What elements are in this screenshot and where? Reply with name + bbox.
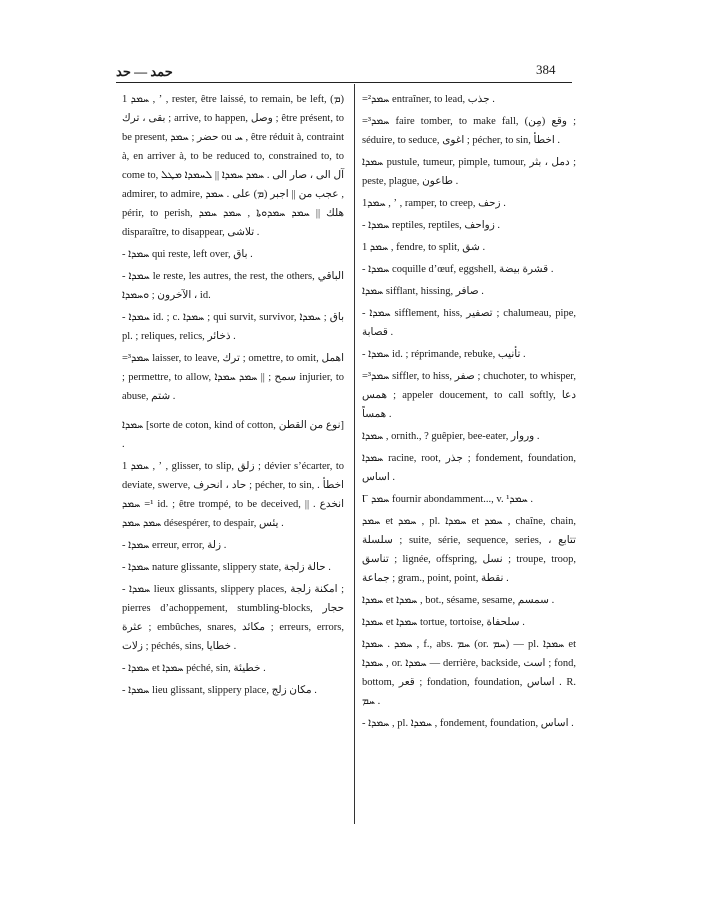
header-rule [116, 82, 572, 83]
dictionary-entry: - ܚܡܕܐ coquille d’œuf, eggshell, قشرة بيضة . [362, 264, 554, 275]
left-column [122, 90, 344, 703]
dictionary-entry: - ܚܡܕܐ reptiles, reptiles, زواحف . [362, 220, 501, 231]
dictionary-entry: - ܚܡܕܐ nature glissante, slippery state, حالة زلجة . [122, 562, 331, 573]
dictionary-entry: - ܚܡܕܐ id. ; c. ܚܡܕܐ ; qui survit, survivor, باق ; ܚܡܕܐ pl. ; reliques, relics, ذخائر . [122, 312, 345, 342]
dictionary-entry: - ܚܡܕܐ lieux glissants, slippery places, امكنة زلجة ; pierres d’achoppement, stumbling-blocks, حجار عثرة ; embûches, snares, مكائد ; erreurs, errors, زلات ; péchés, sins, خطايا . [122, 584, 344, 652]
dictionary-entry: 1 ܚܡܕ , ʼ , rester, être laissé, to remain, be left, (ܡ) بقى ، ترك ; arrive, to happen, وصل ; être présent, to be present, حضر ; ܚܡܕ ou ܚ , être réduit à, contraint à, en arriver à, to be reduced to, constrained to, to come to, آل الى ، صار الى . ܚܡܕ ܚܡܕܐ || ܠܚܡܕܐ ܡܛܠ admirer, to admire, عجب من || اجبر (ܡ) على . ܚܡܕ , périr, to perish, هلك || ܚܡܕ ܚܡܕܘܬܐ , ܚܡܕ ܚܡܕ disparaître, to disappear, تلاشى . [122, 94, 344, 238]
dictionary-entry: ܚܡܕܐ racine, root, جذر ; fondement, foundation, اساس . [362, 453, 577, 483]
right-column [362, 90, 576, 736]
dictionary-entry: 1 ܚܡܕ , fendre, to split, شق . [362, 242, 486, 253]
dictionary-entry: ܚܡܕܐ pustule, tumeur, pimple, tumour, دمل ، بثر ; peste, plague, طاعون . [362, 157, 576, 187]
dictionary-entry: ܚܡܕܐ , ornith., ? guêpier, bee-eater, وروار . [362, 431, 540, 442]
dictionary-entry: ܚܡܕܐ et ܚܡܕܐ , bot., sésame, sesame, سمسم . [362, 595, 555, 606]
dictionary-entry: - ܚܡܕܐ , pl. ܚܡܕܐ , fondement, foundation, اساس . [362, 718, 574, 729]
dictionary-entry: Ⲅ ܚܡܕ fournir abondamment..., v. ¹ܚܡܕ . [362, 494, 533, 505]
dictionary-entry: ܚܡܕܐ [sorte de coton, kind of cotton, نوع من القطن] . [122, 420, 344, 450]
dictionary-entry: ܚܡܕ . ܚܡܕܐ , f., abs. ܚܡ (or. ܚܡ) — pl. ܚܡܕܐ et ܚܡܕܐ , or. ܚܡܕܐ — derrière, backside, است ; fond, bottom, قعر ; fondation, foundation, اساس . R. ܚܡ . [362, 639, 577, 707]
dictionary-entry: - ܚܡܕܐ et ܚܡܕܐ péché, sin, خطيئة . [122, 663, 266, 674]
dictionary-entry: ܚܡܕܐ sifflant, hissing, صافر . [362, 286, 484, 297]
dictionary-entry: =³ܚܡܕ laisser, to leave, ترك ; omettre, to omit, اهمل ; permettre, to allow, سمح ; || ܚܡܕ ܚܡܕܐ injurier, to abuse, شتم . [122, 353, 344, 402]
dictionary-entry: =²ܚܡܕ entraîner, to lead, جذب . [362, 94, 495, 105]
page-number: 384 [536, 62, 556, 77]
dictionary-entry: 1ܚܡܕ , ʼ , ramper, to creep, زحف . [362, 198, 506, 209]
dictionary-entry: - ܚܡܕܐ qui reste, left over, باق . [122, 249, 253, 260]
column-divider [354, 84, 355, 824]
dictionary-entry: - ܚܡܕܐ erreur, error, زلة . [122, 540, 227, 551]
dictionary-entry: =³ܚܡܕ siffler, to hiss, صفر ; chuchoter, to whisper, همس ; appeler doucement, to call softly, دعا همساً . [362, 371, 576, 420]
dictionary-entry: =³ܚܡܕ faire tomber, to make fall, (مِن) وقع ; séduire, to seduce, اغوى ; pécher, to sin, اخطأ . [362, 116, 577, 146]
dictionary-entry: 1 ܚܡܕ , ʼ , glisser, to slip, زلق ; dévier s’écarter, to deviate, swerve, حاد ، انحرف ; pécher, to sin, اخطأ . ¹= ܚܡܕ id. ; être trompé, to be deceived, انخدع . || ܚܡܕ ܚܡܕ désespérer, to despair, يئس . [122, 461, 345, 529]
dictionary-entry: - ܚܡܕܐ id. ; réprimande, rebuke, تأنيب . [362, 349, 526, 360]
dictionary-entry: - ܚܡܕܐ sifflement, hiss, تصفير ; chalumeau, pipe, قصابة . [362, 308, 576, 338]
dictionary-entry: ܚܡܕܐ et ܚܡܕܐ tortue, tortoise, سلحفاة . [362, 617, 525, 628]
running-head: حمد — حد [116, 64, 173, 79]
dictionary-entry: ܚܡܕ et ܚܡܕ , pl. ܚܡܕܐ et ܚܡܕ , chaîne, chain, سلسلة ; suite, série, sequence, series, تتابع ، تناسق ; lignée, offspring, نسل ; troupe, troop, جماعة ; gram., point, point, نقطة . [362, 516, 577, 584]
dictionary-entry: - ܚܡܕܐ lieu glissant, slippery place, مكان زلج . [122, 685, 317, 696]
dictionary-entry: - ܚܡܕܐ le reste, les autres, the rest, the others, الباقي ، الآخرون ; ܘܚܡܕܐ id. [122, 271, 344, 301]
